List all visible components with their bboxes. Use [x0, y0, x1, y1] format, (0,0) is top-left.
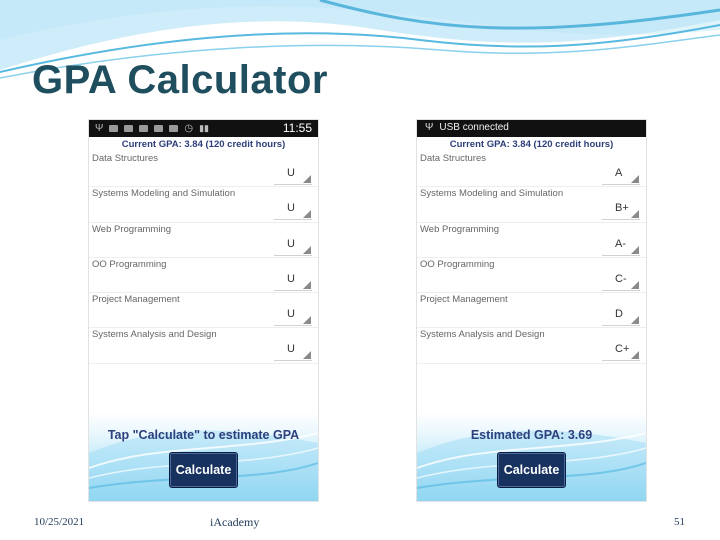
course-name: Project Management: [420, 294, 508, 306]
grade-value: A-: [615, 237, 626, 250]
current-gpa-label: Current GPA: 3.84 (120 credit hours): [449, 139, 614, 150]
grade-dropdown[interactable]: [274, 164, 312, 185]
status-icons: [95, 123, 209, 134]
estimated-gpa-result: Estimated GPA: 3.69: [470, 428, 593, 442]
usb-icon: Ψ: [95, 123, 104, 134]
dropdown-arrow-icon: [631, 246, 639, 254]
dropdown-arrow-icon: [303, 351, 311, 359]
course-name: Systems Analysis and Design: [420, 329, 545, 341]
usb-icon: Ψ: [425, 122, 434, 133]
dropdown-arrow-icon: [303, 316, 311, 324]
grade-dropdown[interactable]: [602, 164, 640, 185]
dropdown-arrow-icon: [631, 316, 639, 324]
grade-dropdown[interactable]: [274, 305, 312, 326]
course-row: [417, 328, 646, 363]
grade-dropdown[interactable]: [602, 270, 640, 291]
grade-value: B+: [615, 202, 629, 215]
dropdown-arrow-icon: [631, 281, 639, 289]
course-name: OO Programming: [420, 258, 495, 270]
course-row: [89, 187, 318, 222]
course-name: Project Management: [92, 294, 180, 306]
dropdown-arrow-icon: [303, 246, 311, 254]
course-row: [89, 293, 318, 328]
course-name: OO Programming: [92, 258, 167, 270]
dropdown-arrow-icon: [631, 351, 639, 359]
alarm-icon: ◷: [184, 123, 194, 134]
dropdown-arrow-icon: [303, 175, 311, 183]
course-name: Systems Modeling and Simulation: [420, 188, 564, 200]
bottom-panel: [417, 383, 646, 501]
course-name: Data Structures: [92, 153, 158, 164]
page-number: 51: [674, 516, 685, 528]
course-row: [89, 152, 318, 187]
grade-value: A: [615, 167, 623, 179]
grade-value: C+: [615, 343, 630, 356]
course-row: [417, 258, 646, 293]
grade-value: U: [287, 237, 295, 250]
grade-dropdown[interactable]: [274, 235, 312, 256]
calculate-button[interactable]: Calculate: [497, 452, 566, 488]
grade-value: U: [287, 308, 295, 321]
course-name: Systems Analysis and Design: [92, 329, 217, 341]
grade-value: U: [287, 167, 295, 179]
status-time: 11:55: [282, 121, 312, 135]
grade-value: C-: [615, 272, 627, 285]
dropdown-arrow-icon: [631, 210, 639, 218]
usb-status-text: USB connected: [439, 122, 509, 133]
grade-value: U: [287, 343, 295, 356]
grade-dropdown[interactable]: [274, 199, 312, 220]
grade-dropdown[interactable]: [274, 340, 312, 361]
grade-dropdown[interactable]: [602, 340, 640, 361]
grade-dropdown[interactable]: [602, 199, 640, 220]
grade-value: U: [287, 202, 295, 215]
usb-status: [425, 122, 509, 133]
course-name: Web Programming: [420, 223, 500, 235]
footer-center-text: iAcademy: [210, 515, 260, 529]
notification-icon: [169, 125, 178, 132]
course-name: Systems Modeling and Simulation: [92, 188, 236, 200]
grade-dropdown[interactable]: [274, 270, 312, 291]
notification-icon: [139, 125, 148, 132]
course-row: [89, 223, 318, 258]
course-name: Data Structures: [420, 153, 486, 164]
signal-icon: ▮▮: [199, 123, 209, 133]
course-row: [417, 223, 646, 258]
dropdown-arrow-icon: [303, 281, 311, 289]
grade-value: U: [287, 272, 295, 285]
course-row: [89, 258, 318, 293]
dropdown-arrow-icon: [631, 175, 639, 183]
notification-icon: [124, 125, 133, 132]
phone-screen-right: [417, 120, 646, 501]
course-row: [417, 152, 646, 187]
notification-icon: [154, 125, 163, 132]
footer-date: 10/25/2021: [34, 516, 85, 528]
course-row: [417, 293, 646, 328]
bottom-panel: [89, 383, 318, 501]
current-gpa-label: Current GPA: 3.84 (120 credit hours): [121, 139, 286, 150]
course-name: Web Programming: [92, 223, 172, 235]
course-row: [417, 187, 646, 222]
estimate-message: Tap "Calculate" to estimate GPA: [107, 428, 300, 442]
course-row: [89, 328, 318, 363]
slide-title: GPA Calculator: [32, 58, 328, 102]
dropdown-arrow-icon: [303, 210, 311, 218]
status-bar: [89, 120, 318, 137]
calculate-button[interactable]: Calculate: [169, 452, 238, 488]
grade-dropdown[interactable]: [602, 305, 640, 326]
phone-screen-left: [89, 120, 318, 501]
grade-dropdown[interactable]: [602, 235, 640, 256]
grade-value: D: [615, 308, 623, 321]
status-bar: [417, 120, 646, 137]
notification-icon: [109, 125, 118, 132]
